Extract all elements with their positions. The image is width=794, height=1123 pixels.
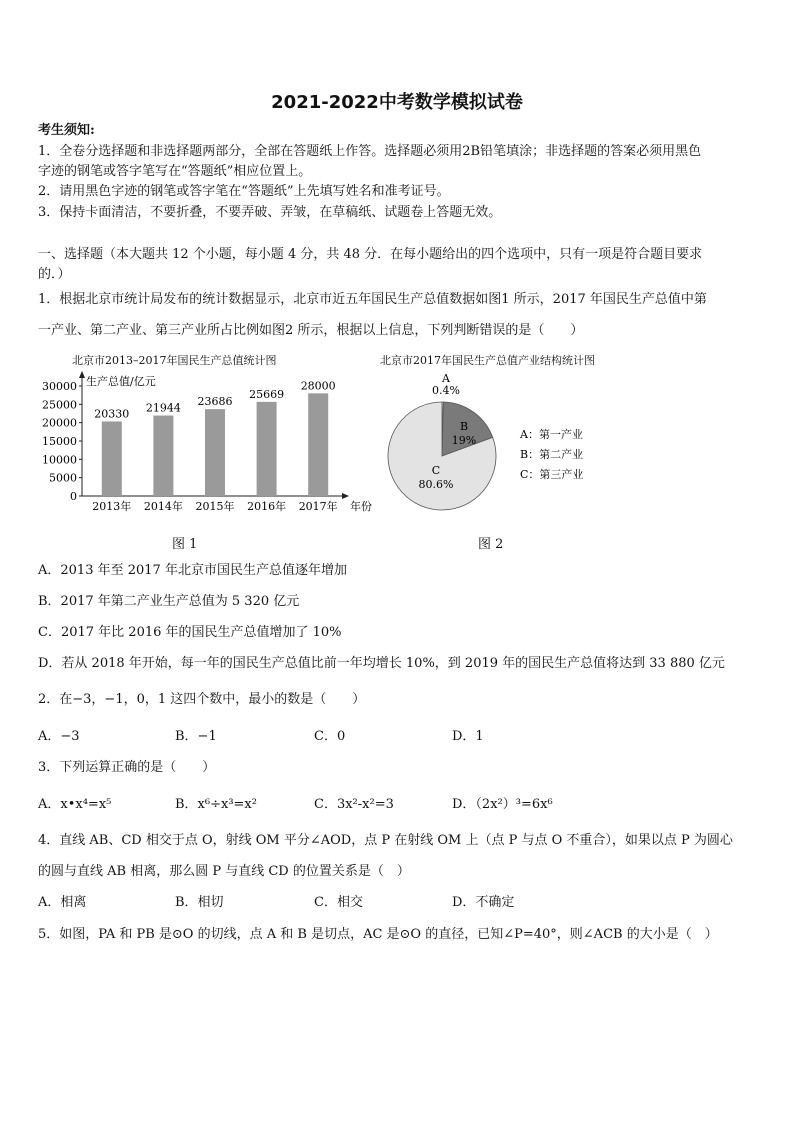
q4-option-b: B．相切 (175, 895, 224, 910)
notice-line-4: 3．保持卡面清洁，不要折叠，不要弄破、弄皱，在草稿纸、试题卷上答题无效。 (38, 205, 502, 220)
q1-stem-line-1: 1．根据北京市统计局发布的统计数据显示，北京市近五年国民生产总值数据如图1 所示，2017 年国民生产总值中第 (38, 292, 707, 307)
q2-option-d: D．1 (452, 729, 484, 744)
y-tick-label: 5000 (49, 471, 77, 485)
q4-stem-line-2: 的圆与直线 AB 相离，那么圆 P 与直线 CD 的位置关系是（ ） (38, 864, 410, 879)
q2-option-b: B．−1 (175, 729, 217, 744)
q1-stem-line-2: 一产业、第二产业、第三产业所占比例如图2 所示，根据以上信息，下列判断错误的是（ ） (38, 323, 584, 338)
fig1-caption: 图 1 (172, 537, 198, 552)
x-axis-arrow (342, 493, 349, 499)
q2-option-c: C．0 (314, 729, 346, 744)
bar-value-label: 25669 (249, 387, 285, 401)
notice-line-3: 2．请用黑色字迹的钢笔或答字笔在“答题纸”上先填写姓名和准考证号。 (38, 184, 450, 199)
bar (308, 393, 328, 496)
y-axis-arrow (79, 371, 85, 378)
section-heading-line-1: 一、选择题（本大题共 12 个小题，每小题 4 分，共 48 分．在每小题给出的四个选项中，只有一项是符合题目要求 (38, 247, 703, 262)
legend-entry: C：第三产业 (520, 468, 584, 481)
notice-line-1: 1．全卷分选择题和非选择题两部分，全部在答题纸上作答。选择题必须用2B铅笔填涂；非选择题的答案必须用黑色 (38, 144, 702, 159)
bar-value-label: 20330 (94, 407, 130, 421)
y-tick-label: 10000 (42, 453, 77, 467)
pie-label-c: C (431, 464, 441, 477)
legend-entry: B：第二产业 (520, 448, 584, 461)
y-axis-label: 生产总值/亿元 (86, 375, 156, 388)
bar (257, 402, 277, 496)
pie-chart (378, 366, 638, 536)
y-tick-label: 15000 (42, 435, 77, 448)
q3-option-d: D．（2x²）³=6x⁶ (452, 797, 553, 812)
page-title: 2021-2022中考数学模拟试卷 (271, 92, 523, 113)
y-tick-label: 0 (70, 490, 77, 503)
bar (205, 409, 225, 496)
bar-value-label: 21944 (145, 401, 181, 415)
x-tick-label: 2013年 (92, 500, 132, 513)
bar (153, 416, 173, 496)
fig2-caption: 图 2 (478, 537, 504, 552)
x-tick-label: 2017年 (298, 500, 338, 513)
notice-heading: 考生须知: (38, 123, 95, 138)
fig1-title: 北京市2013–2017年国民生产总值统计图 (72, 354, 277, 367)
pie-label-a: A (442, 372, 450, 385)
q1-option-c: C．2017 年比 2016 年的国民生产总值增加了 10% (38, 625, 342, 640)
q4-option-a: A．相离 (38, 895, 87, 910)
x-tick-label: 2016年 (247, 500, 287, 513)
y-tick-label: 25000 (42, 398, 77, 412)
x-axis-label: 年份 (350, 500, 372, 513)
legend-entry: A：第一产业 (520, 428, 583, 441)
fig2-title: 北京市2017年国民生产总值产业结构统计图 (380, 354, 595, 367)
q1-option-a: A．2013 年至 2017 年北京市国民生产总值逐年增加 (38, 563, 347, 578)
bar (102, 421, 122, 496)
pie-value-label-c: 80.6% (418, 478, 454, 491)
q3-option-a: A．x•x⁴=x⁵ (38, 797, 112, 812)
pie-value-label-a: 0.4% (432, 384, 460, 397)
bar-chart (34, 366, 372, 546)
q4-option-c: C．相交 (314, 895, 363, 910)
q2-option-a: A．−3 (38, 729, 80, 744)
q4-stem-line-1: 4．直线 AB、CD 相交于点 O，射线 OM 平分∠AOD，点 P 在射线 OM 上（点 P 与点 O 不重合），如果以点 P 为圆心 (38, 833, 733, 848)
x-tick-label: 2014年 (143, 500, 183, 513)
q2-stem: 2．在−3，−1，0，1 这四个数中，最小的数是（ ） (38, 692, 366, 707)
notice-line-2: 字迹的钢笔或答字笔写在“答题纸”相应位置上。 (38, 164, 312, 179)
q1-option-d: D．若从 2018 年开始，每一年的国民生产总值比前一年均增长 10%，到 2019 年的国民生产总值将达到 33 880 亿元 (38, 656, 725, 671)
bar-value-label: 28000 (300, 379, 336, 393)
pie-value-label-b: 19% (451, 434, 477, 447)
y-tick-label: 30000 (42, 380, 77, 393)
x-tick-label: 2015年 (195, 500, 235, 513)
q4-option-d: D．不确定 (452, 895, 515, 910)
q3-option-b: B．x⁶÷x³=x² (175, 797, 257, 812)
q5-stem: 5．如图，PA 和 PB 是⊙O 的切线，点 A 和 B 是切点，AC 是⊙O 的直径，已知∠P=40°，则∠ACB 的大小是（ ） (38, 927, 718, 942)
section-heading-line-2: 的．） (38, 267, 71, 282)
y-tick-label: 20000 (42, 416, 77, 430)
q3-option-c: C．3x²-x²=3 (314, 797, 394, 812)
pie-label-b: B (459, 420, 469, 433)
bar-value-label: 23686 (197, 395, 233, 409)
q1-option-b: B．2017 年第二产业生产总值为 5 320 亿元 (38, 594, 300, 609)
q3-stem: 3．下列运算正确的是（ ） (38, 760, 216, 775)
